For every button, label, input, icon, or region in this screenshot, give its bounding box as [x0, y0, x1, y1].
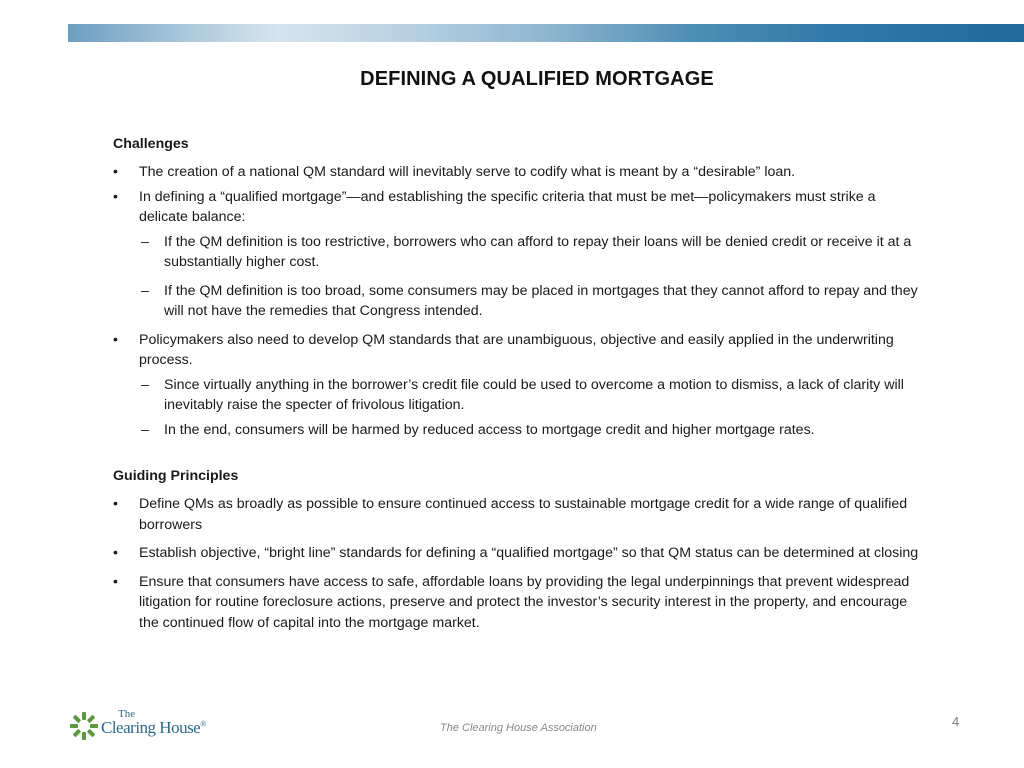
list-item [113, 162, 925, 183]
list-item-text: Define QMs as broadly as possible to ensure continued access to sustainable mortgage credit for a wide range of qualified borrowers [139, 496, 908, 533]
footer-text: The Clearing House Association [440, 722, 597, 734]
list-item-text: Ensure that consumers have access to safe, affordable loans by providing the legal underpinnings that prevent widespread litigation for routine foreclosure actions, preserve and protect the investor’s security interest in the property, and encourage the continued flow of capital into the mortgage market. [139, 573, 910, 631]
dash-marker: – [141, 282, 149, 299]
list-item-text: Establish objective, “bright line” standards for defining a “qualified mortgage” so that QM status can be determined at closing [139, 545, 919, 561]
logo-text-the: The [118, 708, 136, 720]
clearing-house-logo [68, 708, 218, 744]
sub-list-item [113, 375, 925, 416]
challenges-heading: Challenges [113, 136, 189, 152]
dash-marker: – [141, 233, 149, 250]
page-number: 4 [952, 714, 960, 729]
guiding-principles-heading: Guiding Principles [113, 468, 239, 484]
header-band [68, 24, 1024, 42]
sub-list-item [113, 232, 925, 273]
sub-list-item-text: If the QM definition is too restrictive, borrowers who can afford to repay their loans will be denied credit or receive it at a substantially higher cost. [164, 233, 912, 270]
sub-list-item-text: Since virtually anything in the borrower’s credit file could be used to overcome a motion to dismiss, a lack of clarity will inevitably raise the specter of frivolous litigation. [164, 376, 904, 413]
sub-list-item-text: In the end, consumers will be harmed by reduced access to mortgage credit and higher mortgage rates. [164, 421, 815, 438]
bullet-marker: • [113, 545, 118, 561]
slide-title: DEFINING A QUALIFIED MORTGAGE [360, 68, 714, 90]
sub-list-item [113, 420, 925, 441]
bullet-marker: • [113, 164, 118, 180]
list-item-text: Policymakers also need to develop QM standards that are unambiguous, objective and easily applied in the underwriting process. [139, 331, 894, 368]
dash-marker: – [141, 376, 149, 393]
logo-mark-icon [68, 710, 100, 742]
list-item-text: The creation of a national QM standard will inevitably serve to codify what is meant by a “desirable” loan. [139, 164, 796, 180]
sub-list-item-text: If the QM definition is too broad, some consumers may be placed in mortgages that they cannot afford to repay and they will not have the remedies that Congress intended. [164, 282, 918, 319]
sub-list-item [113, 281, 925, 322]
list-item [113, 187, 925, 228]
list-item [113, 330, 925, 371]
slide-content [113, 134, 925, 641]
bullet-marker: • [113, 496, 118, 512]
list-item [113, 572, 925, 634]
dash-marker: – [141, 421, 149, 438]
list-item [113, 494, 925, 535]
bullet-marker: • [113, 573, 118, 590]
list-item-text: In defining a “qualified mortgage”—and establishing the specific criteria that must be met—policymakers must strike a delicate balance: [139, 188, 876, 225]
bullet-marker: • [113, 331, 118, 348]
logo-text-name: Clearing House® [101, 718, 206, 737]
bullet-marker: • [113, 188, 118, 205]
list-item [113, 543, 925, 564]
